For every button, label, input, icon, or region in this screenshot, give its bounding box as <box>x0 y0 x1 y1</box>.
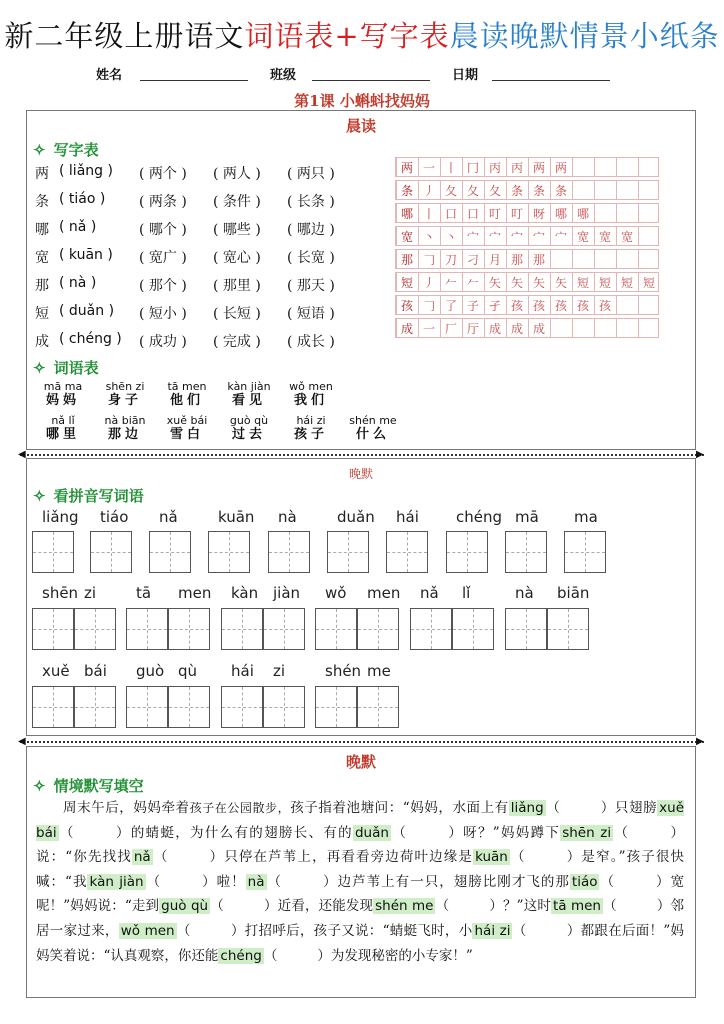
stroke-step: 丿 <box>422 184 435 198</box>
context-section-title <box>33 775 144 796</box>
stroke-step: 丨 <box>422 207 435 221</box>
para-text: ）是窄。”孩子很快喊：“我 <box>36 849 685 890</box>
stroke-row <box>395 249 659 269</box>
para-text: ）的蜻蜓，为什么有的翅膀长、有的 <box>114 824 353 841</box>
stroke-step: 刁 <box>466 253 479 267</box>
writing-box[interactable] <box>263 686 305 728</box>
write-section-title <box>33 139 99 160</box>
vocab-word: 过去 <box>231 427 266 442</box>
writing-box[interactable] <box>452 608 494 650</box>
pinyin-syllable: shén <box>325 662 362 680</box>
pinyin-syllable: jiàn <box>273 584 301 602</box>
title-part-1: 新二年级上册语文 <box>4 19 245 53</box>
class-field[interactable] <box>312 80 430 81</box>
vocab-item <box>157 381 217 409</box>
vocab-word: 看见 <box>231 393 266 408</box>
pinyin-syllable: hái <box>231 662 254 680</box>
para-text: 孩子在公园散步， <box>189 801 291 815</box>
pinyin-blank-hint: wǒ men <box>120 922 175 939</box>
stroke-char: 哪 <box>400 207 413 221</box>
write-word: ( 短语 ) <box>287 306 335 322</box>
write-word: ( 完成 ) <box>213 334 261 350</box>
stroke-char: 条 <box>400 184 413 198</box>
stroke-step: 丨 <box>444 161 457 175</box>
stroke-step: 两 <box>532 161 545 175</box>
stroke-step: 叮 <box>488 207 501 221</box>
stroke-step: 短 <box>598 276 611 290</box>
pinyin-syllable: duǎn <box>337 508 375 526</box>
writing-box[interactable] <box>221 608 263 650</box>
stroke-step: 那 <box>532 253 545 267</box>
writing-box[interactable] <box>386 531 428 573</box>
write-char: 成 <box>35 334 49 350</box>
writing-box[interactable] <box>90 531 132 573</box>
pinyin-blank-hint: chéng <box>220 947 262 964</box>
stroke-step: 成 <box>488 322 501 336</box>
write-word: ( 那天 ) <box>287 278 335 294</box>
vocab-pinyin: nà biān <box>104 414 146 427</box>
write-pinyin: ( chéng ) <box>59 331 122 347</box>
pinyin-syllable: tā <box>136 584 152 602</box>
stroke-char: 短 <box>400 276 413 290</box>
date-label: 日期 <box>452 68 479 83</box>
stroke-step: 丶 <box>422 230 435 244</box>
stroke-row <box>395 226 659 246</box>
write-word: ( 两条 ) <box>139 194 187 210</box>
stroke-step: 矢 <box>532 276 545 290</box>
context-section-label: 情境默写填空 <box>53 777 144 795</box>
morning-panel-title: 晨读 <box>345 117 376 135</box>
para-text: ）只翅膀 <box>600 800 658 816</box>
diamond-icon: ✧ <box>33 359 46 377</box>
stroke-step: 成 <box>532 322 545 336</box>
writing-box[interactable] <box>32 531 74 573</box>
writing-box[interactable] <box>268 531 310 573</box>
para-text: ）宽呢！”妈妈说：“走到 <box>36 873 685 915</box>
pinyin-syllable: nǎ <box>159 508 178 526</box>
evening-panel-1-title: 晚默 <box>348 467 373 481</box>
arrow-left-icon: ◀ <box>18 449 26 460</box>
stroke-step: 宽 <box>576 230 589 244</box>
pinyin-syllable: lǐ <box>462 584 471 602</box>
vocab-pinyin: hái zi <box>296 414 326 427</box>
writing-box[interactable] <box>505 608 547 650</box>
write-char: 短 <box>35 306 49 322</box>
stroke-step: 孩 <box>554 299 567 313</box>
writing-box[interactable] <box>32 608 74 650</box>
vocab-item <box>281 415 341 443</box>
vocab-word: 他们 <box>169 393 204 408</box>
stroke-step: 丙 <box>510 161 523 175</box>
write-word: ( 成长 ) <box>287 334 335 350</box>
vocab-word: 我们 <box>293 393 328 408</box>
vocab-item <box>219 415 279 443</box>
vocab-pinyin: guò qù <box>229 414 269 427</box>
writing-box[interactable] <box>564 531 606 573</box>
vocab-item <box>219 381 279 409</box>
pinyin-syllable: liǎng <box>42 508 79 526</box>
stroke-step: 孑 <box>488 299 501 313</box>
pinyin-blank-hint: shēn zi <box>562 824 612 841</box>
writing-box[interactable] <box>126 608 168 650</box>
write-char: 两 <box>35 166 49 182</box>
write-word: ( 短小 ) <box>139 306 187 322</box>
vocab-item <box>33 381 93 409</box>
pinyin-blank-hint: duǎn <box>354 824 389 841</box>
para-text: ）边芦苇上有一只，翅膀比刚才飞的那 <box>322 873 570 890</box>
pinyin-syllable: xuě <box>42 662 70 680</box>
write-word: ( 长条 ) <box>287 194 335 210</box>
stroke-step: 月 <box>488 253 501 267</box>
stroke-step: 哪 <box>554 207 567 221</box>
stroke-step: 丶 <box>444 230 457 244</box>
write-word: ( 两人 ) <box>213 166 261 182</box>
para-text: ）邻居一家过来， <box>36 898 685 939</box>
stroke-step: 刀 <box>444 253 457 267</box>
pinyin-blank-hint: guò qù <box>161 898 209 915</box>
stroke-step: 那 <box>510 253 523 267</box>
name-field[interactable] <box>140 80 248 81</box>
stroke-step: 夂 <box>488 184 501 198</box>
diamond-icon: ✧ <box>33 487 46 505</box>
stroke-step: 宽 <box>620 230 633 244</box>
pinyin-section-title <box>33 485 144 506</box>
stroke-step: 叮 <box>510 207 523 221</box>
writing-box[interactable] <box>32 686 74 728</box>
pinyin-blank-hint: liǎng <box>510 800 544 816</box>
diamond-icon: ✧ <box>33 777 46 795</box>
write-char: 条 <box>35 194 49 210</box>
write-word: ( 那里 ) <box>213 278 261 294</box>
pinyin-syllable: men <box>178 584 212 602</box>
pinyin-section-label: 看拼音写词语 <box>53 487 144 505</box>
writing-box[interactable] <box>315 686 357 728</box>
pinyin-syllable: guò <box>136 662 165 680</box>
evening-panel-2-title: 晚默 <box>345 753 376 771</box>
vocab-pinyin: shén me <box>349 414 397 427</box>
context-paragraph: 周末午后，妈妈牵着孩子在公园散步，孩子指着池塘问：“妈妈，水面上有 liǎng （ ）只翅膀 xuě bái （ ）的蜻蜓，为什么有的翅膀长、有的 duǎn （ ）呀？”妈妈蹲下 shēn zi （ ）说：“你先找找 nǎ （ ）只停在芦苇上，再看看旁边荷叶边缘是 kuān （ ）是窄。”孩子很快喊：“我 kàn jiàn （ ）啦！ nà （ ）边芦苇上有一只，翅膀比刚才飞的那 tiáo （ ）宽呢！”妈妈说：“走到 guò qù （ ）近看，还能发现 shén me （ ）？”这时 tā men （ ）邻居一家过来， wǒ men （ ）打招呼后，孩子又说：“蜻蜓飞时，小 hái zi （ ）都跟在后面！”妈妈笑着说：“认真观察，你还能 chéng （ ）为发现秘密的小专家！” <box>36 800 685 964</box>
writing-box[interactable] <box>357 686 399 728</box>
pinyin-blank-hint: kuān <box>475 849 508 866</box>
writing-box[interactable] <box>168 608 210 650</box>
stroke-step: 一 <box>422 322 435 336</box>
date-field[interactable] <box>492 80 610 81</box>
vocab-pinyin: wǒ men <box>289 380 333 393</box>
vocab-pinyin: xuě bái <box>166 414 208 427</box>
vocab-word: 雪白 <box>169 427 204 442</box>
arrow-right-icon: ▶ <box>696 449 704 460</box>
para-text: ）啦！ <box>201 873 246 890</box>
writing-box[interactable] <box>446 531 488 573</box>
pinyin-syllable: qù <box>178 662 198 680</box>
stroke-char: 两 <box>400 161 413 175</box>
vocab-word: 孩子 <box>293 427 328 442</box>
page-title <box>0 14 724 55</box>
para-text: 孩子指着池塘问：“妈妈，水面上有 <box>290 800 509 816</box>
pinyin-syllable: nà <box>515 584 534 602</box>
pinyin-syllable: zi <box>84 584 97 602</box>
write-word: ( 条件 ) <box>213 194 261 210</box>
vocab-pinyin: shēn zi <box>105 380 145 393</box>
write-word: ( 哪边 ) <box>287 222 335 238</box>
stroke-step: 哪 <box>576 207 589 221</box>
name-label: 姓名 <box>96 68 123 83</box>
stroke-char: 成 <box>400 322 413 336</box>
writing-box[interactable] <box>327 531 369 573</box>
pinyin-syllable: mā <box>515 508 539 526</box>
stroke-step: 矢 <box>554 276 567 290</box>
stroke-step: 𠃌 <box>422 253 435 267</box>
stroke-step: 丙 <box>488 161 501 175</box>
stroke-step: 条 <box>510 184 523 198</box>
writing-box[interactable] <box>221 686 263 728</box>
write-word: ( 哪些 ) <box>213 222 261 238</box>
pinyin-blank-hint: nà <box>247 873 265 890</box>
para-text: ）呀？”妈妈蹲下 <box>447 824 561 841</box>
pinyin-syllable: chéng <box>456 508 503 526</box>
pinyin-syllable: me <box>367 662 391 680</box>
pinyin-syllable: ma <box>574 508 598 526</box>
stroke-step: 孩 <box>510 299 523 313</box>
stroke-step: 宀 <box>532 230 545 244</box>
write-word: ( 那个 ) <box>139 278 187 294</box>
pinyin-blank-hint: tiáo <box>571 873 598 890</box>
stroke-step: 一 <box>422 161 435 175</box>
write-pinyin: ( duǎn ) <box>59 303 115 319</box>
write-word: ( 两只 ) <box>287 166 335 182</box>
divider-1 <box>20 454 704 456</box>
write-section-label: 写字表 <box>53 141 99 159</box>
vocab-item <box>157 415 217 443</box>
stroke-step: 条 <box>554 184 567 198</box>
writing-box[interactable] <box>547 608 589 650</box>
pinyin-syllable: tiáo <box>100 508 129 526</box>
stroke-step: 厅 <box>466 322 479 336</box>
write-pinyin: ( liǎng ) <box>59 163 113 179</box>
writing-box[interactable] <box>208 531 250 573</box>
stroke-step: 宀 <box>510 230 523 244</box>
stroke-step: 宀 <box>554 230 567 244</box>
stroke-order-grid <box>395 157 659 341</box>
vocab-item <box>343 415 403 443</box>
stroke-step: 条 <box>532 184 545 198</box>
vocab-pinyin: mā ma <box>43 380 83 393</box>
write-word: ( 两个 ) <box>139 166 187 182</box>
pinyin-syllable: wǒ <box>325 584 347 602</box>
stroke-step: 口 <box>444 207 457 221</box>
para-text: 周末午后，妈妈牵着 <box>63 800 190 816</box>
write-char: 哪 <box>35 222 49 238</box>
stroke-step: 短 <box>642 276 655 290</box>
writing-box[interactable] <box>149 531 191 573</box>
vocab-item <box>33 415 93 443</box>
stroke-row <box>395 295 659 315</box>
write-char: 宽 <box>35 250 49 266</box>
para-text: ）都跟在后面！”妈妈笑着说：“认真观察，你还能 <box>36 922 685 964</box>
pinyin-syllable: nà <box>278 508 297 526</box>
stroke-step: 丿 <box>422 276 435 290</box>
pinyin-syllable: zi <box>273 662 286 680</box>
stroke-row <box>395 203 659 223</box>
vocab-item <box>95 381 155 409</box>
write-word: ( 长宽 ) <box>287 250 335 266</box>
stroke-step: 口 <box>466 207 479 221</box>
vocab-word: 哪里 <box>45 427 80 442</box>
arrow-left-icon: ◀ <box>18 736 26 747</box>
pinyin-syllable: kuān <box>218 508 255 526</box>
pinyin-syllable: biān <box>557 584 590 602</box>
arrow-right-icon: ▶ <box>696 736 704 747</box>
stroke-row <box>395 157 659 177</box>
vocab-section-title <box>33 357 99 378</box>
stroke-step: 矢 <box>510 276 523 290</box>
vocab-pinyin: nǎ lǐ <box>51 414 75 427</box>
stroke-step: 𠂉 <box>444 276 457 290</box>
vocab-word: 什么 <box>355 427 390 442</box>
title-part-3: 晨读晚默情景小纸条 <box>449 19 720 53</box>
pinyin-blank-hint: nǎ <box>133 849 151 866</box>
pinyin-blank-hint: tā men <box>552 898 601 915</box>
stroke-step: 宀 <box>488 230 501 244</box>
write-word: ( 成功 ) <box>139 334 187 350</box>
pinyin-syllable: kàn <box>231 584 259 602</box>
pinyin-syllable: nǎ <box>420 584 439 602</box>
pinyin-blank-hint: kàn jiàn <box>89 873 144 890</box>
write-word: ( 哪个 ) <box>139 222 187 238</box>
para-text: ）近看，还能发现 <box>263 898 374 915</box>
para-text: ）打招呼后，孩子又说：“蜻蜓飞时，小 <box>230 922 473 939</box>
divider-2 <box>20 741 704 743</box>
info-line <box>0 64 724 86</box>
stroke-row <box>395 318 659 338</box>
writing-box[interactable] <box>168 686 210 728</box>
vocab-word: 妈妈 <box>45 393 80 408</box>
stroke-char: 那 <box>400 253 413 267</box>
stroke-step: 宀 <box>466 230 479 244</box>
stroke-step: 夂 <box>444 184 457 198</box>
stroke-step: 短 <box>576 276 589 290</box>
stroke-step: 呀 <box>532 207 545 221</box>
stroke-step: 孩 <box>598 299 611 313</box>
vocab-pinyin: kàn jiàn <box>227 380 271 393</box>
stroke-step: 孩 <box>532 299 545 313</box>
para-text: ）为发现秘密的小专家！” <box>317 947 473 964</box>
vocab-item <box>281 381 341 409</box>
stroke-row <box>395 272 659 292</box>
write-word: ( 长短 ) <box>213 306 261 322</box>
stroke-step: 宽 <box>598 230 611 244</box>
stroke-step: 厂 <box>444 322 457 336</box>
stroke-step: 冂 <box>466 161 479 175</box>
pinyin-blank-hint: shén me <box>375 898 434 915</box>
writing-box[interactable] <box>410 608 452 650</box>
write-pinyin: ( tiáo ) <box>59 191 106 207</box>
stroke-step: 𠂉 <box>466 276 479 290</box>
title-part-2: 词语表+写字表 <box>244 19 450 53</box>
stroke-step: 两 <box>554 161 567 175</box>
pinyin-blank-hint: xuě bái <box>36 800 685 841</box>
writing-box[interactable] <box>126 686 168 728</box>
writing-box[interactable] <box>74 608 116 650</box>
pinyin-syllable: shēn <box>42 584 79 602</box>
write-char: 那 <box>35 278 49 294</box>
pinyin-syllable: hái <box>396 508 419 526</box>
vocab-section-label: 词语表 <box>53 359 99 377</box>
stroke-row <box>395 180 659 200</box>
stroke-char: 宽 <box>400 230 413 244</box>
writing-box[interactable] <box>263 608 305 650</box>
pinyin-syllable: bái <box>84 662 107 680</box>
pinyin-syllable: men <box>367 584 401 602</box>
stroke-step: 𠃌 <box>422 299 435 313</box>
stroke-step: 矢 <box>488 276 501 290</box>
stroke-step: 了 <box>444 299 457 313</box>
writing-box[interactable] <box>315 608 357 650</box>
stroke-step: 孩 <box>576 299 589 313</box>
vocab-pinyin: tā men <box>167 380 207 393</box>
writing-box[interactable] <box>505 531 547 573</box>
para-text: ）说：“你先找找 <box>36 824 685 866</box>
vocab-word: 那边 <box>107 427 142 442</box>
vocab-word: 身子 <box>107 393 142 408</box>
write-pinyin: ( kuān ) <box>59 247 113 263</box>
morning-panel <box>26 110 696 450</box>
stroke-step: 成 <box>510 322 523 336</box>
para-text: ）只停在芦苇上，再看看旁边荷叶边缘是 <box>208 849 474 866</box>
para-text: ）？”这时 <box>489 898 551 915</box>
lesson-title: 第1课 小蝌蚪找妈妈 <box>294 92 430 110</box>
stroke-step: 夂 <box>466 184 479 198</box>
write-pinyin: ( nà ) <box>59 275 97 291</box>
stroke-char: 孩 <box>400 299 413 313</box>
write-word: ( 宽广 ) <box>139 250 187 266</box>
write-word: ( 宽心 ) <box>213 250 261 266</box>
write-pinyin: ( nǎ ) <box>59 219 97 235</box>
class-label: 班级 <box>270 68 297 83</box>
vocab-item <box>95 415 155 443</box>
writing-box[interactable] <box>74 686 116 728</box>
stroke-step: 子 <box>466 299 479 313</box>
stroke-step: 短 <box>620 276 633 290</box>
pinyin-blank-hint: hái zi <box>474 922 511 939</box>
writing-box[interactable] <box>357 608 399 650</box>
diamond-icon: ✧ <box>33 141 46 159</box>
